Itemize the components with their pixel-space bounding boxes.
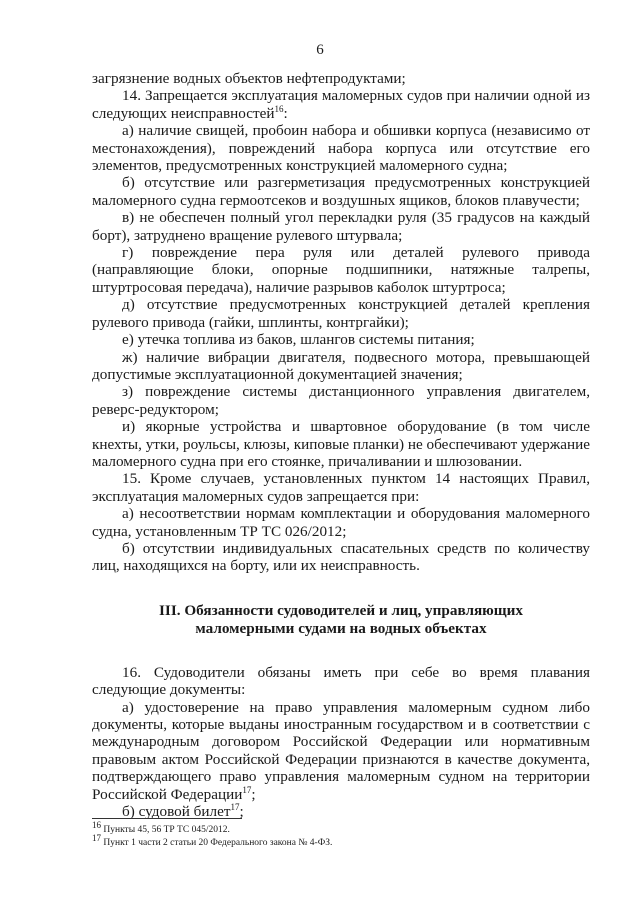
item-14-z: з) повреждение системы дистанционного управления двигателем, реверс-редуктором; xyxy=(92,383,590,418)
item-15-b: б) отсутствии индивидуальных спасательных средств по количеству лиц, находящихся на борту, или их неисправность. xyxy=(92,539,590,575)
document-body xyxy=(92,70,590,820)
footnote-text-16: Пункты 45, 56 ТР ТС 045/2012. xyxy=(101,825,230,835)
footnote-ref-17b: 17 xyxy=(230,801,240,812)
item-14-g: г) повреждение пера руля или деталей рулевого привода (направляющие блоки, опорные подшипники, натяжные талрепы, штуртросовая передача), наличие разрывов каболок штуртроса; xyxy=(92,244,590,296)
footnote-separator xyxy=(92,818,242,819)
item-14-v: в) не обеспечен полный угол перекладки руля (35 градусов на каждый борт), затруднено вращение рулевого штурвала; xyxy=(92,209,590,244)
paragraph-continuation: загрязнение водных объектов нефтепродуктами; xyxy=(92,70,406,87)
item-16-a-text: а) удостоверение на право управления маломерным судном либо документы, которые выданы иностранным государством и в соответствии с международным договором Российской Федерации или нормативным правовым актом Российской Федерации признаются в качестве документа, подтверждающего право управления маломерным судном на территории Российской Федерации xyxy=(92,698,590,803)
item-16-a-tail: ; xyxy=(251,785,256,803)
item-14-b: б) отсутствие или разгерметизация предусмотренных конструкцией маломерного судна гермоотсеков и воздушных ящиков, блоков плавучести; xyxy=(92,174,590,209)
item-14-a: а) наличие свищей, пробоин набора и обшивки корпуса (независимо от местонахождения), повреждений набора корпуса или отсутствие его элементов, предусмотренных конструкцией маломерного судна; xyxy=(92,122,590,175)
item-16-a xyxy=(92,699,590,803)
item-14-zh: ж) наличие вибрации двигателя, подвесного мотора, превышающей допустимые эксплуатационной документацией значения; xyxy=(92,348,590,383)
item-16-b-tail: ; xyxy=(239,803,244,821)
section-heading xyxy=(132,602,550,638)
item-14-i: и) якорные устройства и швартовное оборудование (в том числе кнехты, утки, роульсы, клюзы, киповые планки) не обеспечивают удержание маломерного судна при его стоянке, причаливании и шлюзовании. xyxy=(92,418,590,470)
paragraph-15: 15. Кроме случаев, установленных пунктом 14 настоящих Правил, эксплуатация маломерных судов запрещается при: xyxy=(92,470,590,505)
footnote-ref-16: 16 xyxy=(274,103,284,114)
paragraph-14 xyxy=(92,87,590,122)
footnote-text-17: Пункт 1 части 2 статьи 20 Федерального закона № 4-ФЗ. xyxy=(101,838,333,848)
item-15-a: а) несоответствии нормам комплектации и оборудования маломерного судна, установленным ТР ТС 026/2012; xyxy=(92,505,590,540)
footnote-ref-17: 17 xyxy=(242,784,252,795)
paragraph-14-text: 14. Запрещается эксплуатация маломерных судов при наличии одной из следующих неисправностей xyxy=(92,87,590,122)
item-14-d: д) отсутствие предусмотренных конструкцией деталей крепления рулевого привода (гайки, шплинты, контргайки); xyxy=(92,296,590,331)
section-heading-line2: маломерными судами на водных объектах xyxy=(195,619,487,637)
paragraph-14-tail: : xyxy=(283,104,288,122)
footnote-17 xyxy=(92,832,590,849)
section-heading-line1: III. Обязанности судоводителей и лиц, управляющих xyxy=(159,601,523,619)
item-14-e: е) утечка топлива из баков, шлангов системы питания; xyxy=(122,331,475,349)
footnote-16 xyxy=(92,819,590,836)
page-number: 6 xyxy=(316,42,324,58)
footnote-mark-17: 17 xyxy=(92,832,101,843)
paragraph-16: 16. Судоводители обязаны иметь при себе во время плавания следующие документы: xyxy=(92,663,590,699)
footnote-mark-16: 16 xyxy=(92,819,101,830)
item-16-b-text: б) судовой билет xyxy=(122,803,231,821)
